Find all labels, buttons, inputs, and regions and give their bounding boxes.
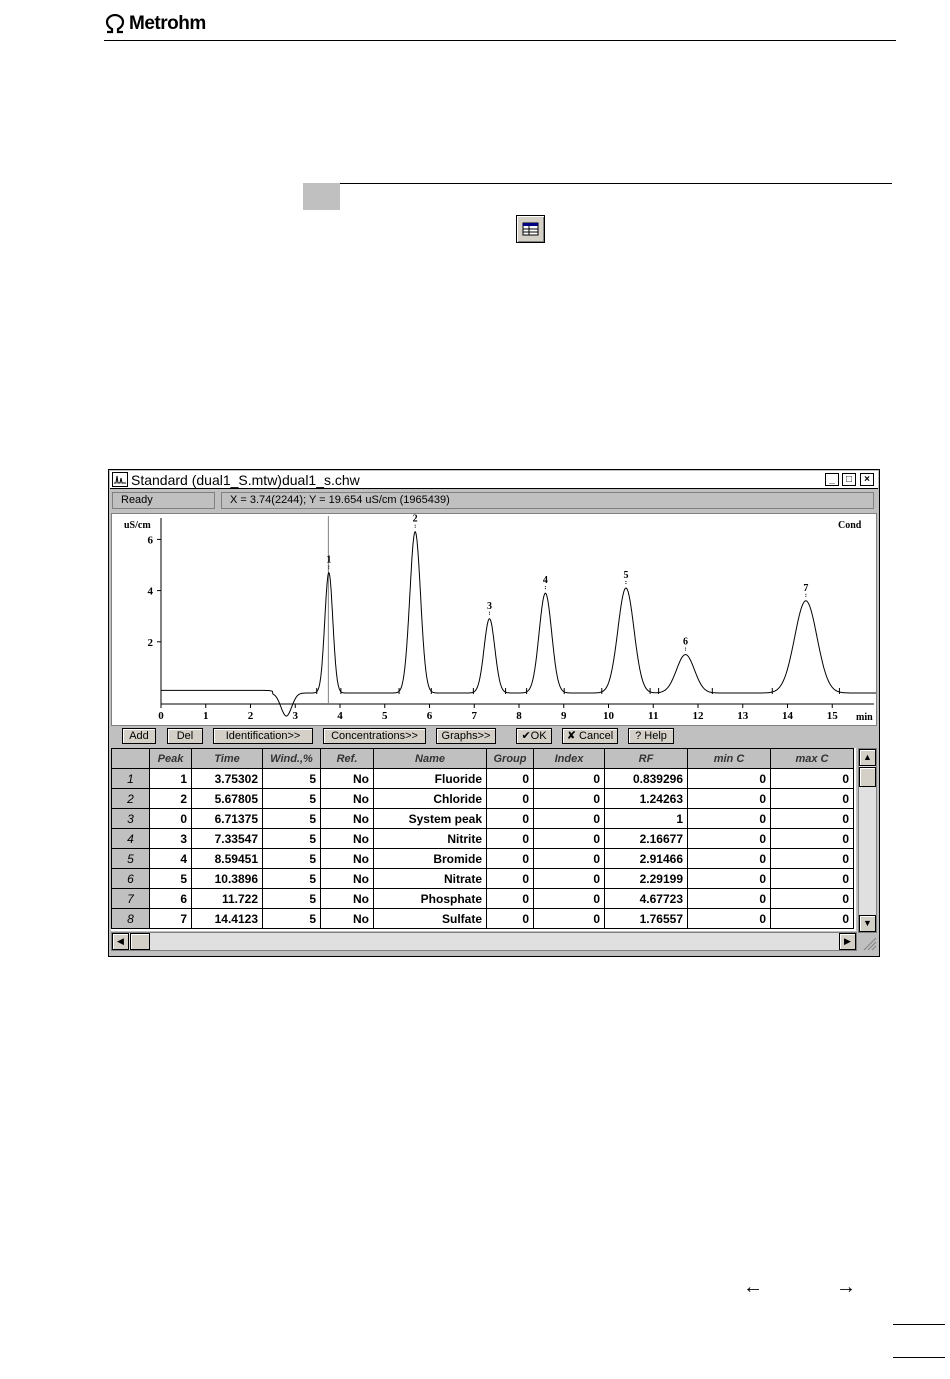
table-cell[interactable]: 0 (534, 769, 605, 789)
scroll-down-button[interactable]: ▼ (859, 915, 876, 932)
x-tick-label: 14 (782, 710, 793, 722)
table-cell[interactable]: 5 (263, 769, 321, 789)
table-cell[interactable]: 10.3896 (192, 869, 263, 889)
table-cell[interactable]: 0 (688, 889, 771, 909)
table-cell[interactable]: 3 (150, 829, 192, 849)
table-cell[interactable]: 0 (487, 869, 534, 889)
row-number[interactable]: 4 (112, 829, 150, 849)
table-cell[interactable]: 0 (534, 909, 605, 929)
table-cell[interactable]: 5 (263, 889, 321, 909)
row-number[interactable]: 2 (112, 789, 150, 809)
x-tick-label: 0 (158, 710, 164, 722)
table-cell[interactable]: 11.722 (192, 889, 263, 909)
table-cell[interactable]: 4 (150, 849, 192, 869)
peak-label: 1 (326, 554, 332, 566)
table-cell[interactable]: No (321, 849, 374, 869)
table-cell[interactable]: 0 (771, 889, 854, 909)
vertical-scroll-thumb[interactable] (859, 767, 876, 787)
table-cell[interactable]: Sulfate (374, 909, 487, 929)
scroll-left-button[interactable]: ◀ (112, 933, 129, 950)
section-marker (303, 183, 340, 210)
table-row[interactable] (112, 869, 854, 889)
table-cell[interactable]: No (321, 889, 374, 909)
table-cell[interactable]: 5 (263, 869, 321, 889)
table-cell[interactable]: 0 (534, 789, 605, 809)
table-cell[interactable]: 0.839296 (605, 769, 688, 789)
table-cell[interactable]: 14.4123 (192, 909, 263, 929)
table-cell[interactable]: Chloride (374, 789, 487, 809)
table-cell[interactable]: 0 (771, 789, 854, 809)
table-cell[interactable]: 6 (150, 889, 192, 909)
table-cell[interactable]: 2.91466 (605, 849, 688, 869)
header-rule (104, 40, 896, 41)
table-cell[interactable]: 0 (771, 829, 854, 849)
table-cell[interactable]: Nitrate (374, 869, 487, 889)
table-cell[interactable]: 5 (263, 849, 321, 869)
peak-label: 6 (682, 636, 688, 648)
row-number[interactable]: 7 (112, 889, 150, 909)
scroll-right-button[interactable]: ▶ (839, 933, 856, 950)
table-cell[interactable]: 0 (534, 849, 605, 869)
table-cell[interactable]: 0 (771, 769, 854, 789)
table-cell[interactable]: 0 (487, 769, 534, 789)
table-cell[interactable]: 0 (771, 909, 854, 929)
column-header[interactable]: Group (487, 749, 534, 769)
x-tick-label: 1 (203, 710, 209, 722)
button-row (110, 727, 878, 747)
table-cell[interactable]: 0 (487, 809, 534, 829)
status-field: Ready (112, 492, 215, 509)
resize-grip-icon[interactable] (859, 933, 877, 951)
table-row[interactable] (112, 829, 854, 849)
table-cell[interactable]: 0 (771, 809, 854, 829)
chromatogram-trace (161, 532, 876, 716)
table-row[interactable] (112, 809, 854, 829)
y-tick-label: 4 (147, 585, 153, 598)
peak-table-window (108, 469, 880, 957)
table-cell[interactable]: 0 (487, 909, 534, 929)
table-icon (517, 216, 544, 242)
table-cell[interactable]: No (321, 769, 374, 789)
footer-rule-top (893, 1324, 945, 1325)
title-bar[interactable] (110, 471, 878, 489)
del-button[interactable]: Del (167, 728, 203, 744)
x-axis-label: min (856, 712, 873, 723)
close-button[interactable]: × (860, 473, 874, 486)
table-cell[interactable]: 1 (605, 809, 688, 829)
table-cell[interactable]: 0 (534, 869, 605, 889)
concentrations-button[interactable]: Concentrations>> (323, 728, 426, 744)
table-row[interactable] (112, 909, 854, 929)
table-cell[interactable]: 8.59451 (192, 849, 263, 869)
omega-logo-icon (104, 14, 126, 34)
peak-label: 7 (803, 582, 809, 594)
table-cell[interactable]: 7.33547 (192, 829, 263, 849)
table-cell[interactable]: 0 (771, 869, 854, 889)
table-cell[interactable]: 1.76557 (605, 909, 688, 929)
x-tick-label: 9 (561, 710, 567, 722)
peak-data-grid (111, 748, 854, 929)
chromatogram-svg[interactable] (112, 514, 876, 725)
scroll-up-button[interactable]: ▲ (859, 749, 876, 766)
y-tick-label: 6 (147, 534, 153, 547)
row-number[interactable]: 3 (112, 809, 150, 829)
x-tick-label: 13 (737, 710, 749, 722)
maximize-button[interactable]: □ (842, 473, 856, 486)
table-cell[interactable]: 6.71375 (192, 809, 263, 829)
previous-page-arrow-icon[interactable]: ← (743, 1276, 763, 1298)
column-header[interactable]: RF (605, 749, 688, 769)
next-page-arrow-icon[interactable]: → (836, 1276, 856, 1298)
table-cell[interactable]: 0 (771, 849, 854, 869)
table-cell[interactable]: 5 (263, 829, 321, 849)
column-header[interactable]: min C (688, 749, 771, 769)
status-bar (110, 490, 878, 512)
table-cell[interactable]: Fluoride (374, 769, 487, 789)
table-cell[interactable]: 0 (487, 829, 534, 849)
channel-label: Cond (838, 520, 862, 531)
table-cell[interactable]: 5 (263, 789, 321, 809)
table-cell[interactable]: 5 (150, 869, 192, 889)
table-cell[interactable]: 0 (688, 769, 771, 789)
add-button[interactable]: Add (122, 728, 156, 744)
table-cell[interactable]: 5 (263, 909, 321, 929)
x-tick-label: 15 (826, 710, 838, 722)
table-cell[interactable]: 7 (150, 909, 192, 929)
row-header-corner[interactable] (112, 749, 150, 769)
footer-rule-bottom (893, 1357, 945, 1358)
table-cell[interactable]: 0 (688, 809, 771, 829)
horizontal-scroll-thumb[interactable] (130, 933, 150, 950)
peak-label: 3 (486, 600, 492, 612)
table-row[interactable] (112, 849, 854, 869)
table-row[interactable] (112, 889, 854, 909)
row-number[interactable]: 1 (112, 769, 150, 789)
horizontal-scrollbar[interactable] (111, 932, 857, 951)
identification-button[interactable]: Identification>> (213, 728, 313, 744)
x-tick-label: 3 (292, 710, 298, 722)
metrohm-logo (104, 13, 206, 35)
graphs-button[interactable]: Graphs>> (436, 728, 496, 744)
ok-button[interactable]: ✔OK (516, 728, 552, 744)
row-number[interactable]: 5 (112, 849, 150, 869)
x-tick-label: 4 (337, 710, 343, 722)
vertical-scrollbar[interactable] (858, 748, 877, 933)
x-tick-label: 5 (382, 710, 388, 722)
table-cell[interactable]: 0 (688, 789, 771, 809)
table-cell[interactable]: No (321, 869, 374, 889)
y-tick-label: 2 (147, 636, 153, 649)
x-tick-label: 11 (648, 710, 659, 722)
table-cell[interactable]: 0 (487, 889, 534, 909)
column-header[interactable]: Peak (150, 749, 192, 769)
cursor-readout: X = 3.74(2244); Y = 19.654 uS/cm (1965439) (221, 492, 874, 509)
chromatogram-app-icon[interactable] (112, 472, 128, 487)
table-cell[interactable]: System peak (374, 809, 487, 829)
logo-text: Metrohm (129, 13, 206, 34)
table-row[interactable] (112, 769, 854, 789)
row-number[interactable]: 6 (112, 869, 150, 889)
peak-label: 4 (542, 575, 548, 587)
table-cell[interactable]: 1 (150, 769, 192, 789)
table-cell[interactable]: Bromide (374, 849, 487, 869)
column-header[interactable]: Wind.,% (263, 749, 321, 769)
peak-table-toolbar-icon[interactable] (516, 215, 545, 243)
table-cell[interactable]: No (321, 909, 374, 929)
table-cell[interactable]: 3.75302 (192, 769, 263, 789)
x-tick-label: 12 (692, 710, 704, 722)
chromatogram-chart[interactable] (111, 513, 877, 726)
table-cell[interactable]: Nitrite (374, 829, 487, 849)
peak-table (111, 748, 856, 931)
table-cell[interactable]: 2 (150, 789, 192, 809)
table-cell[interactable]: 0 (534, 829, 605, 849)
section-rule (340, 183, 892, 184)
x-tick-label: 6 (426, 710, 433, 722)
table-cell[interactable]: 4.67723 (605, 889, 688, 909)
peak-label: 5 (623, 570, 629, 582)
table-cell[interactable]: 2.29199 (605, 869, 688, 889)
column-header[interactable]: Name (374, 749, 487, 769)
table-cell[interactable]: 0 (688, 869, 771, 889)
column-header[interactable]: Time (192, 749, 263, 769)
table-cell[interactable]: No (321, 809, 374, 829)
table-cell[interactable]: 0 (688, 849, 771, 869)
column-header[interactable]: Ref. (321, 749, 374, 769)
y-axis-label: uS/cm (124, 520, 151, 531)
table-cell[interactable]: 5.67805 (192, 789, 263, 809)
table-cell[interactable]: 0 (487, 849, 534, 869)
table-cell[interactable]: 5 (263, 809, 321, 829)
table-cell[interactable]: 0 (688, 829, 771, 849)
table-cell[interactable]: No (321, 789, 374, 809)
column-header[interactable]: Index (534, 749, 605, 769)
table-cell[interactable]: 0 (534, 809, 605, 829)
table-cell[interactable]: 2.16677 (605, 829, 688, 849)
table-cell[interactable]: 1.24263 (605, 789, 688, 809)
window-title: Standard (dual1_S.mtw)dual1_s.chw (131, 472, 360, 488)
table-row[interactable] (112, 789, 854, 809)
column-header[interactable]: max C (771, 749, 854, 769)
table-cell[interactable]: 0 (150, 809, 192, 829)
x-tick-label: 2 (247, 710, 254, 722)
minimize-button[interactable]: _ (825, 473, 839, 486)
x-tick-label: 7 (471, 710, 477, 722)
table-cell[interactable]: 0 (688, 909, 771, 929)
x-tick-label: 8 (516, 710, 522, 722)
table-cell[interactable]: Phosphate (374, 889, 487, 909)
help-button[interactable]: ? Help (628, 728, 674, 744)
row-number[interactable]: 8 (112, 909, 150, 929)
table-cell[interactable]: 0 (534, 889, 605, 909)
cancel-button[interactable]: ✘ Cancel (562, 728, 618, 744)
table-cell[interactable]: No (321, 829, 374, 849)
x-tick-label: 10 (603, 710, 614, 722)
table-cell[interactable]: 0 (487, 789, 534, 809)
peak-label: 2 (412, 514, 418, 525)
